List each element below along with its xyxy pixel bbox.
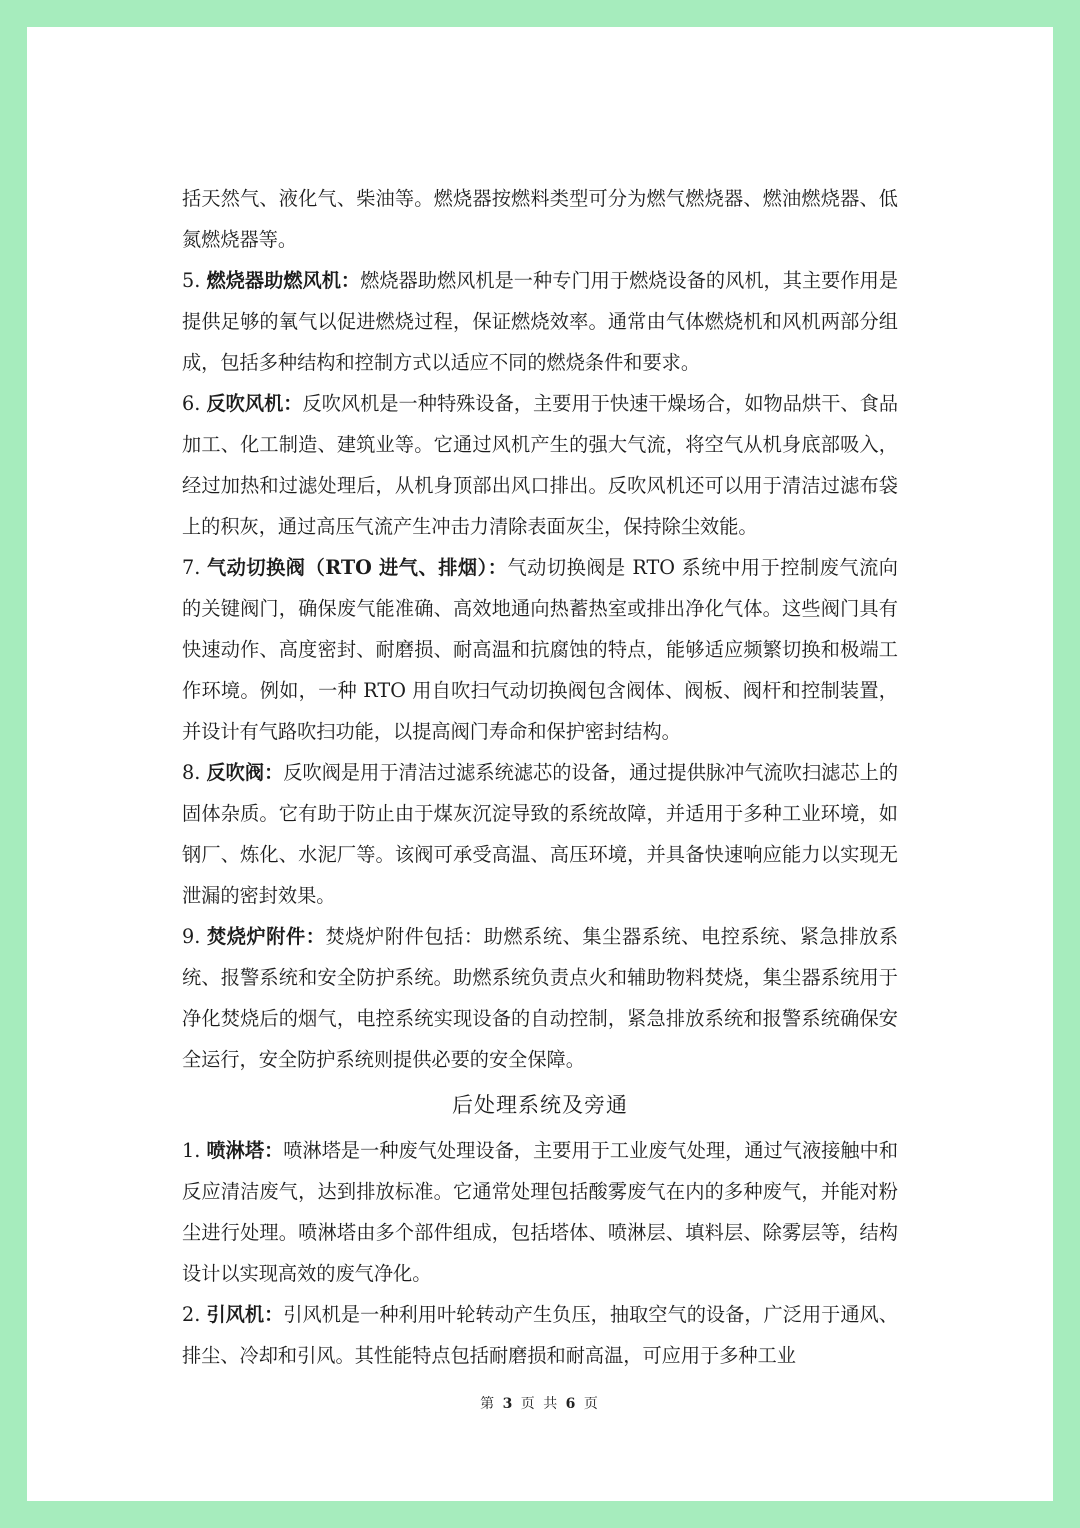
footer-middle: 页 共	[520, 1396, 560, 1412]
list-item-spray-tower	[182, 1130, 898, 1294]
section-heading: 后处理系统及旁通	[452, 1093, 628, 1117]
item-text: 气动切换阀是 RTO 系统中用于控制废气流向的关键阀门，确保废气能准确、高效地通向热蓄热室或排出净化气体。这些阀门具有快速动作、高度密封、耐磨损、耐高温和抗腐蚀的特点，能够适应频繁切换和极端工作环境。例如，一种 RTO 用自吹扫气动切换阀包含阀体、阀板、阀杆和控制装置，并设计有气路吹扫功能，以提高阀门寿命和保护密封结构。	[182, 556, 898, 743]
item-number: 7.	[182, 556, 207, 579]
list-item-induced-draft-fan	[182, 1294, 898, 1376]
item-text: 燃烧器助燃风机是一种专门用于燃烧设备的风机，其主要作用是提供足够的氧气以促进燃烧过程，保证燃烧效率。通常由气体燃烧机和风机两部分组成，包括多种结构和控制方式以适应不同的燃烧条件和要求。	[182, 269, 899, 374]
item-term: 气动切换阀（RTO 进气、排烟）：	[206, 556, 508, 579]
list-item-blowback-valve	[182, 752, 898, 916]
item-text: 喷淋塔是一种废气处理设备，主要用于工业废气处理，通过气液接触中和反应清洁废气，达到排放标准。它通常处理包括酸雾废气在内的多种废气，并能对粉尘进行处理。喷淋塔由多个部件组成，包括塔体、喷淋层、填料层、除雾层等，结构设计以实现高效的废气净化。	[182, 1139, 899, 1285]
document-body	[182, 178, 898, 1376]
item-number: 1.	[182, 1139, 207, 1162]
document-page	[27, 27, 1053, 1501]
item-number: 9.	[182, 925, 207, 948]
item-term: 喷淋塔：	[206, 1139, 284, 1162]
item-term: 引风机：	[206, 1303, 284, 1326]
item-term: 燃烧器助燃风机：	[206, 269, 361, 292]
footer-prefix: 第	[480, 1396, 497, 1412]
item-term: 反吹风机：	[206, 392, 303, 415]
list-item-incinerator-accessories	[182, 916, 898, 1080]
item-text: 焚烧炉附件包括：助燃系统、集尘器系统、电控系统、紧急排放系统、报警系统和安全防护系统。助燃系统负责点火和辅助物料焚烧，集尘器系统用于净化焚烧后的烟气，电控系统实现设备的自动控制，紧急排放系统和报警系统确保安全运行，安全防护系统则提供必要的安全保障。	[182, 925, 899, 1071]
item-text: 反吹阀是用于清洁过滤系统滤芯的设备，通过提供脉冲气流吹扫滤芯上的固体杂质。它有助于防止由于煤灰沉淀导致的系统故障，并适用于多种工业环境，如钢厂、炼化、水泥厂等。该阀可承受高温、高压环境，并具备快速响应能力以实现无泄漏的密封效果。	[182, 761, 899, 907]
item-number: 5.	[182, 269, 207, 292]
total-page-number: 6	[565, 1396, 578, 1412]
page-footer	[27, 1393, 1053, 1413]
current-page-number: 3	[502, 1396, 515, 1412]
item-number: 8.	[182, 761, 207, 784]
item-number: 2.	[182, 1303, 207, 1326]
list-item-blowback-fan	[182, 383, 898, 547]
list-item-pneumatic-valve	[182, 547, 898, 752]
intro-paragraph: 括天然气、液化气、柴油等。燃烧器按燃料类型可分为燃气燃烧器、燃油燃烧器、低氮燃烧器等。	[182, 187, 898, 251]
item-term: 反吹阀：	[206, 761, 284, 784]
footer-suffix: 页	[583, 1396, 600, 1412]
item-text: 引风机是一种利用叶轮转动产生负压，抽取空气的设备，广泛用于通风、排尘、冷却和引风。其性能特点包括耐磨损和耐高温，可应用于多种工业	[182, 1303, 899, 1367]
item-text: 反吹风机是一种特殊设备，主要用于快速干燥场合，如物品烘干、食品加工、化工制造、建筑业等。它通过风机产生的强大气流，将空气从机身底部吸入，经过加热和过滤处理后，从机身顶部出风口排出。反吹风机还可以用于清洁过滤布袋上的积灰，通过高压气流产生冲击力清除表面灰尘，保持除尘效能。	[182, 392, 899, 538]
item-number: 6.	[182, 392, 207, 415]
list-item-burner-fan	[182, 260, 898, 383]
item-term: 焚烧炉附件：	[206, 925, 326, 948]
